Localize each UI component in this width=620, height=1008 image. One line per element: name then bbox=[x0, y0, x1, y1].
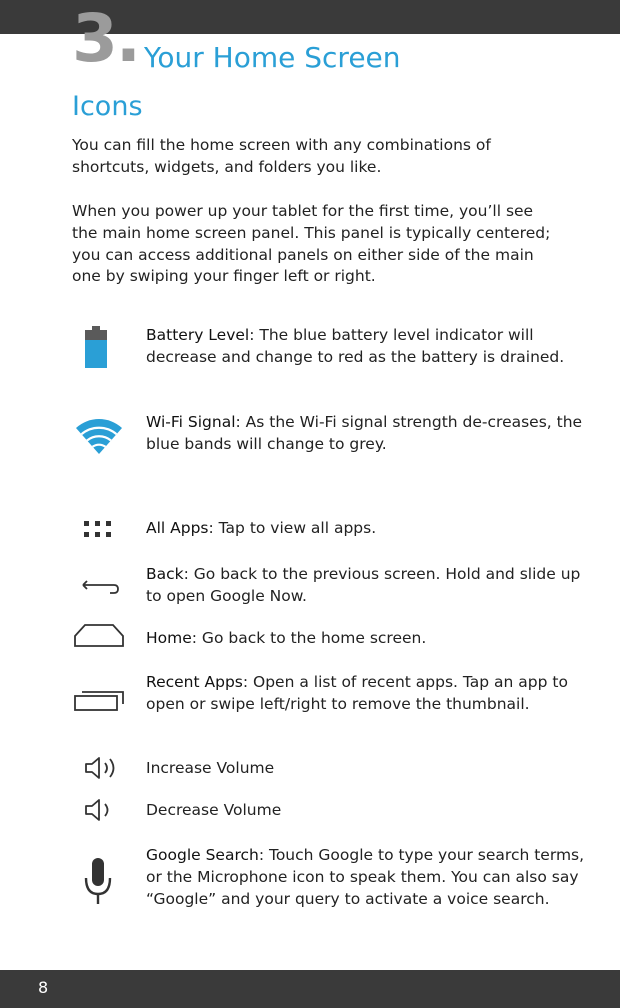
battery-icon bbox=[84, 326, 108, 368]
volume-down-icon bbox=[84, 797, 116, 823]
item-term: All Apps bbox=[146, 519, 209, 537]
page-number: 8 bbox=[38, 978, 49, 997]
item-text: : As the Wi-Fi signal strength de-creases, the blue bands will change to grey. bbox=[146, 413, 583, 453]
home-icon bbox=[73, 622, 125, 648]
list-item-recent-apps bbox=[146, 672, 596, 716]
list-item-all-apps bbox=[146, 518, 596, 540]
item-text: : Open a list of recent apps. Tap an app to open or swipe left/right to remove the thumbnail. bbox=[146, 673, 568, 713]
item-term: Battery Level bbox=[146, 326, 250, 344]
back-icon bbox=[80, 574, 120, 596]
footer-bar bbox=[0, 970, 620, 1008]
item-text: : Touch Google to type your search terms, or the Microphone icon to speak them. You can also say “Google” and your query to activate a voice search. bbox=[146, 846, 585, 908]
item-text: : Go back to the home screen. bbox=[191, 629, 427, 647]
item-text: Decrease Volume bbox=[146, 801, 282, 819]
list-item-home bbox=[146, 628, 596, 650]
item-term: Recent Apps bbox=[146, 673, 243, 691]
item-text: Increase Volume bbox=[146, 759, 275, 777]
item-text: : Go back to the previous screen. Hold and slide up to open Google Now. bbox=[146, 565, 581, 605]
list-item-battery bbox=[146, 325, 596, 369]
list-item-volume-up bbox=[146, 758, 596, 780]
list-item-wifi bbox=[146, 412, 596, 456]
section-title: Icons bbox=[72, 91, 143, 122]
microphone-icon bbox=[84, 858, 112, 908]
volume-up-icon bbox=[84, 755, 120, 781]
item-term: Google Search bbox=[146, 846, 259, 864]
chapter-title: Your Home Screen bbox=[144, 41, 401, 74]
item-text: : The blue battery level indicator will decrease and change to red as the battery is drained. bbox=[146, 326, 565, 366]
list-item-google-search bbox=[146, 845, 596, 910]
item-term: Wi-Fi Signal bbox=[146, 413, 236, 431]
chapter-number: 3. bbox=[72, 0, 139, 77]
item-text: : Tap to view all apps. bbox=[208, 519, 377, 537]
wifi-icon bbox=[76, 415, 122, 455]
list-item-back bbox=[146, 564, 596, 608]
intro-paragraph-1: You can fill the home screen with any combinations of shortcuts, widgets, and folders you like. bbox=[72, 136, 491, 176]
recent-apps-icon bbox=[73, 688, 125, 712]
intro-paragraph-2: When you power up your tablet for the first time, you’ll see the main home screen panel. This panel is typically centered; you can access additional panels on either side of the main one by swiping your finger left or right. bbox=[72, 202, 551, 286]
all-apps-icon bbox=[84, 521, 112, 538]
list-item-volume-down bbox=[146, 800, 596, 822]
item-term: Home bbox=[146, 629, 192, 647]
item-term: Back bbox=[146, 565, 184, 583]
